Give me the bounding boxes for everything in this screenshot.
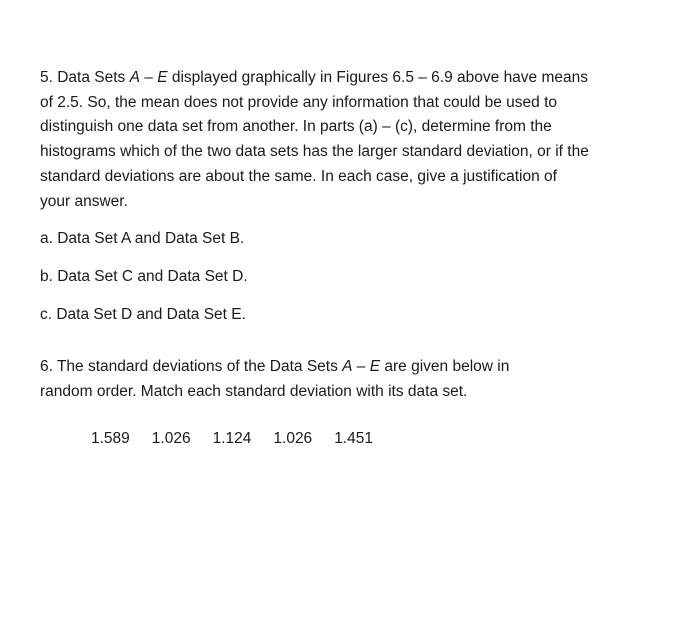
sd-value: 1.124 [212,430,252,447]
sd-value: 1.451 [334,430,373,447]
sd-value: 1.026 [273,430,313,447]
standard-deviation-values [91,429,373,449]
question-5-line-3: distinguish one data set from another. In parts (a) – (c), determine from the [40,118,552,136]
question-5-part-a: a. Data Set A and Data Set B. [40,230,245,247]
question-5-line-1: 5. Data Sets A – E displayed graphically in Figures 6.5 – 6.9 above have means [40,69,589,86]
sd-value: 1.589 [91,430,130,447]
question-6-text [40,355,650,404]
question-6-line-2: random order. Match each standard deviation with its data set. [40,382,468,400]
sd-value: 1.026 [151,430,191,447]
question-5-line-6: your answer. [40,192,128,210]
question-5-part-b: b. Data Set C and Data Set D. [40,268,248,285]
question-5-line-5: standard deviations are about the same. In each case, give a justification of [40,167,557,185]
question-5-text [40,66,650,214]
question-6-line-1: 6. The standard deviations of the Data Sets A – E are given below in [40,358,510,375]
question-5-line-2: of 2.5. So, the mean does not provide any information that could be used to [40,93,558,111]
question-5-part-c: c. Data Set D and Data Set E. [40,306,246,323]
question-5-line-4: histograms which of the two data sets has the larger standard deviation, or if the [40,143,589,161]
